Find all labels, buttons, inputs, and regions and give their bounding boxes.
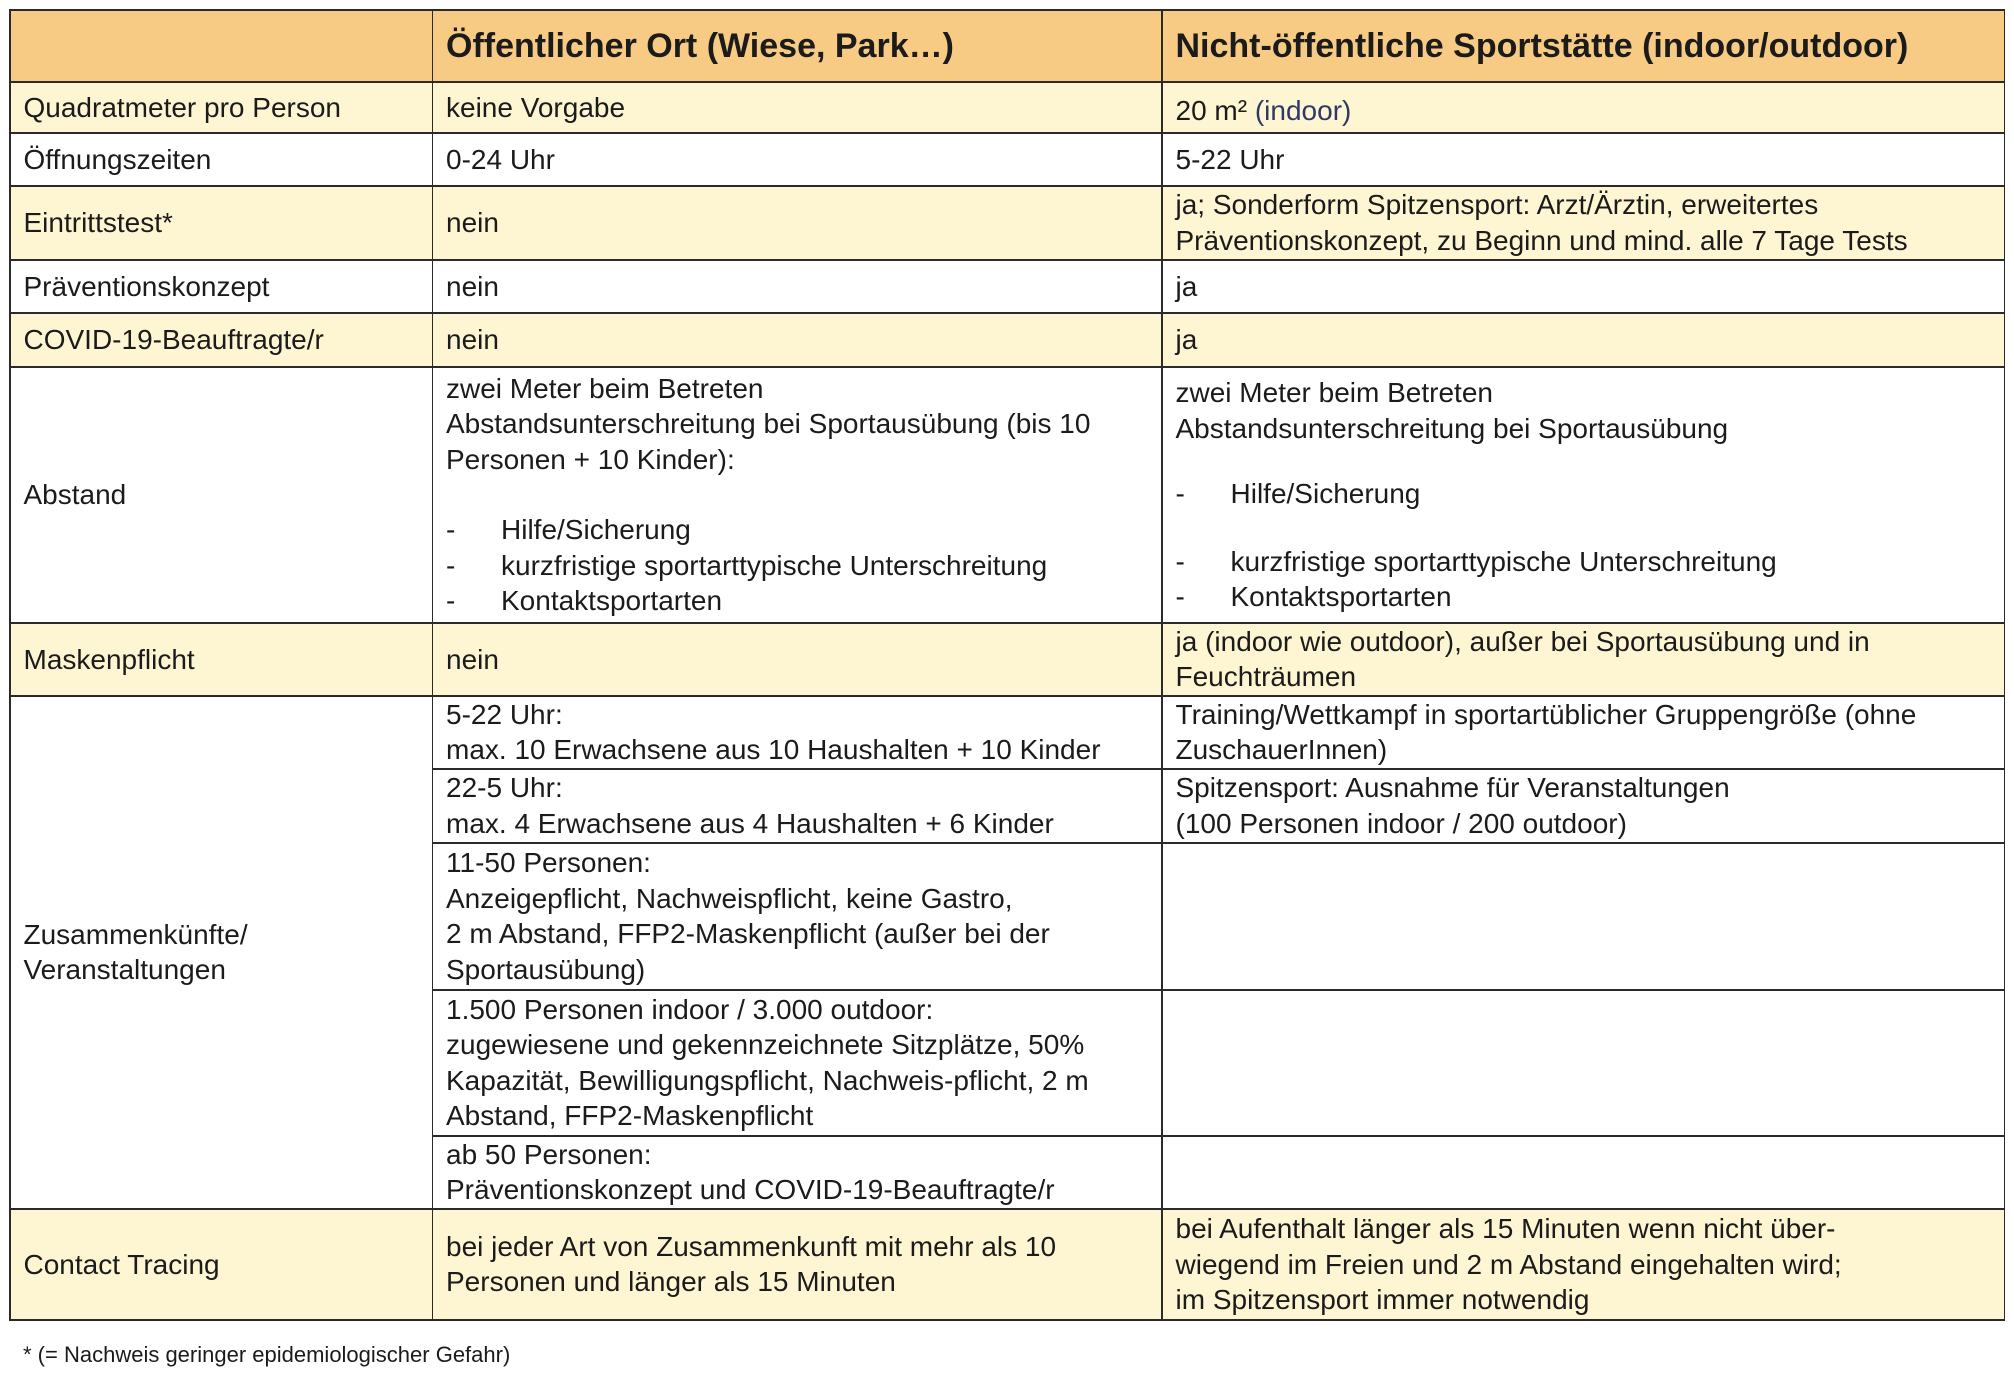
cell-private-hours bbox=[1163, 134, 2004, 186]
row-label-text: COVID-19-Beauftragte/r bbox=[23, 324, 324, 355]
header-cell-private bbox=[1163, 11, 2004, 82]
cell-line: Präventionskonzept, zu Beginn und mind. alle 7 Tage Tests bbox=[1175, 224, 1908, 256]
header-private-label: Nicht-öffentliche Sportstätte (indoor/outdoor) bbox=[1175, 26, 1909, 65]
cell-public-prevention bbox=[433, 261, 1161, 313]
row-label-prevention bbox=[11, 261, 432, 313]
comparison-table bbox=[9, 9, 2005, 1321]
cell-public-gatherings-50plus bbox=[433, 1137, 1161, 1209]
area-value: 20 m² bbox=[1175, 94, 1248, 126]
cell-line: bei Aufenthalt länger als 15 Minuten wenn nicht über- bbox=[1175, 1213, 1836, 1244]
cell-line: Spitzensport: Ausnahme für Veranstaltungen bbox=[1175, 772, 1730, 804]
row-label-text: Eintrittstest* bbox=[23, 207, 173, 238]
cell-line: (100 Personen indoor / 200 outdoor) bbox=[1175, 807, 1627, 839]
cell-private-gatherings-training bbox=[1163, 697, 2004, 769]
row-label-text: Abstand bbox=[23, 479, 127, 510]
row-label-covid-officer bbox=[11, 314, 432, 367]
bullet-item bbox=[446, 512, 1151, 548]
paragraph-spacer bbox=[1176, 446, 1994, 476]
cell-line: nein bbox=[446, 643, 499, 675]
row-label-contact-tracing bbox=[11, 1210, 432, 1320]
bullet-dash: - bbox=[1175, 581, 1185, 612]
cell-line: im Spitzensport immer notwendig bbox=[1175, 1284, 1590, 1315]
row-label-distance bbox=[11, 368, 432, 623]
cell-line: ZuschauerInnen) bbox=[1175, 734, 1388, 766]
row-label-text: Maskenpflicht bbox=[23, 643, 195, 675]
cell-private-entry-test bbox=[1163, 187, 2004, 260]
cell-public-gatherings-11-50 bbox=[433, 844, 1161, 990]
cell-line: nein bbox=[446, 324, 499, 355]
bullet-item bbox=[1176, 579, 1994, 615]
footnote: * (= Nachweis geringer epidemiologischer Gefahr) bbox=[23, 1342, 511, 1367]
cell-private-area bbox=[1163, 83, 2004, 133]
cell-private-gatherings-empty bbox=[1163, 844, 2004, 990]
cell-line: zwei Meter beim Betreten bbox=[446, 372, 764, 404]
cell-private-prevention bbox=[1163, 261, 2004, 313]
cell-line: bei jeder Art von Zusammenkunft mit mehr als 10 bbox=[446, 1230, 1057, 1262]
row-label-hours bbox=[11, 134, 432, 186]
cell-private-masks bbox=[1163, 624, 2004, 696]
row-label-text: Präventionskonzept bbox=[23, 270, 270, 302]
cell-public-distance bbox=[433, 368, 1161, 623]
bullet-text: Kontaktsportarten bbox=[1230, 581, 1452, 612]
bullet-item bbox=[1176, 544, 1994, 580]
cell-line: Abstand, FFP2-Maskenpflicht bbox=[446, 1100, 814, 1132]
cell-public-contact-tracing bbox=[433, 1210, 1161, 1320]
cell-line: ja bbox=[1175, 270, 1198, 302]
bullet-dash: - bbox=[446, 549, 456, 581]
cell-line: 11-50 Personen: bbox=[446, 847, 651, 879]
cell-line: Personen + 10 Kinder): bbox=[446, 443, 735, 475]
cell-line: Präventionskonzept und COVID-19-Beauftragte/r bbox=[446, 1174, 1055, 1206]
cell-public-covid-officer bbox=[433, 314, 1161, 367]
row-label-area bbox=[11, 83, 432, 133]
cell-private-gatherings-elite bbox=[1163, 770, 2004, 843]
row-label-text: Veranstaltungen bbox=[23, 954, 226, 986]
bullet-item bbox=[1176, 476, 1994, 512]
cell-public-masks bbox=[433, 624, 1161, 696]
cell-line: 0-24 Uhr bbox=[446, 143, 555, 175]
row-label-text: Zusammenkünfte/ bbox=[23, 918, 248, 950]
bullet-text: kurzfristige sportarttypische Unterschreitung bbox=[501, 549, 1048, 581]
bullet-text: Kontaktsportarten bbox=[501, 585, 723, 617]
header-public-label: Öffentlicher Ort (Wiese, Park…) bbox=[446, 26, 954, 65]
cell-line: 5-22 Uhr: bbox=[446, 698, 563, 730]
cell-public-gatherings-night bbox=[433, 770, 1161, 843]
row-label-text: Quadratmeter pro Person bbox=[23, 91, 341, 123]
cell-line: ja bbox=[1175, 324, 1198, 355]
cell-line: ja; Sonderform Spitzensport: Arzt/Ärztin, erweitertes bbox=[1175, 189, 1819, 221]
row-label-gatherings bbox=[11, 697, 432, 1209]
bullet-dash: - bbox=[446, 585, 456, 617]
cell-line: 1.500 Personen indoor / 3.000 outdoor: bbox=[446, 993, 934, 1025]
cell-line: ja (indoor wie outdoor), außer bei Sportausübung und in bbox=[1175, 625, 1870, 657]
paragraph-spacer bbox=[1176, 512, 1994, 544]
bullet-dash: - bbox=[446, 514, 456, 546]
cell-line: zugewiesene und gekennzeichnete Sitzplätze, 50% bbox=[446, 1029, 1085, 1061]
cell-line: Kapazität, Bewilligungspflicht, Nachweis-pflicht, 2 m bbox=[446, 1064, 1089, 1096]
cell-public-area bbox=[433, 83, 1161, 133]
bullet-text: kurzfristige sportarttypische Unterschreitung bbox=[1230, 545, 1777, 577]
cell-private-distance bbox=[1163, 368, 2004, 623]
bullet-text: Hilfe/Sicherung bbox=[501, 514, 691, 546]
cell-private-gatherings-empty bbox=[1163, 1137, 2004, 1209]
cell-private-contact-tracing bbox=[1163, 1210, 2004, 1320]
cell-private-covid-officer bbox=[1163, 314, 2004, 367]
cell-line: Sportausübung) bbox=[446, 953, 646, 985]
cell-line: wiegend im Freien und 2 m Abstand eingehalten wird; bbox=[1175, 1248, 1842, 1280]
cell-line: Anzeigepflicht, Nachweispflicht, keine Gastro, bbox=[446, 882, 1013, 914]
cell-public-hours bbox=[433, 134, 1161, 186]
cell-line: Abstandsunterschreitung bei Sportausübung bbox=[1175, 412, 1729, 444]
cell-line bbox=[1176, 93, 1994, 129]
bullet-text: Hilfe/Sicherung bbox=[1230, 478, 1421, 509]
header-cell-public bbox=[433, 11, 1161, 82]
cell-line: max. 10 Erwachsene aus 10 Haushalten + 10 Kinder bbox=[446, 734, 1101, 766]
cell-private-gatherings-empty bbox=[1163, 991, 2004, 1136]
cell-line: ab 50 Personen: bbox=[446, 1138, 652, 1170]
cell-line: Training/Wettkampf in sportartüblicher Gruppengröße (ohne bbox=[1175, 698, 1917, 730]
bullet-item bbox=[446, 583, 1151, 619]
cell-line: zwei Meter beim Betreten bbox=[1175, 377, 1493, 408]
row-label-text: Öffnungszeiten bbox=[23, 143, 212, 175]
header-cell-category bbox=[11, 11, 432, 82]
cell-line: Personen und länger als 15 Minuten bbox=[446, 1266, 896, 1298]
cell-line: nein bbox=[446, 270, 499, 302]
bullet-dash: - bbox=[1175, 478, 1185, 509]
bullet-dash: - bbox=[1175, 545, 1185, 577]
row-label-masks bbox=[11, 624, 432, 696]
bullet-item bbox=[446, 548, 1151, 584]
row-label-entry-test bbox=[11, 187, 432, 260]
cell-line: Abstandsunterschreitung bei Sportausübung (bis 10 bbox=[446, 408, 1091, 440]
cell-line: keine Vorgabe bbox=[446, 91, 626, 123]
paragraph-spacer bbox=[446, 477, 1151, 512]
cell-line: max. 4 Erwachsene aus 4 Haushalten + 6 Kinder bbox=[446, 807, 1054, 839]
cell-public-entry-test bbox=[433, 187, 1161, 260]
cell-public-gatherings-1500 bbox=[433, 991, 1161, 1136]
cell-line: 2 m Abstand, FFP2-Maskenpflicht (außer bei der bbox=[446, 918, 1050, 950]
cell-line: 22-5 Uhr: bbox=[446, 772, 563, 804]
cell-line: Feuchträumen bbox=[1175, 661, 1357, 693]
row-label-text: Contact Tracing bbox=[23, 1248, 220, 1280]
cell-line: 5-22 Uhr bbox=[1175, 143, 1285, 175]
cell-line: nein bbox=[446, 207, 499, 238]
area-note: (indoor) bbox=[1254, 94, 1352, 126]
cell-public-gatherings-day bbox=[433, 697, 1161, 769]
